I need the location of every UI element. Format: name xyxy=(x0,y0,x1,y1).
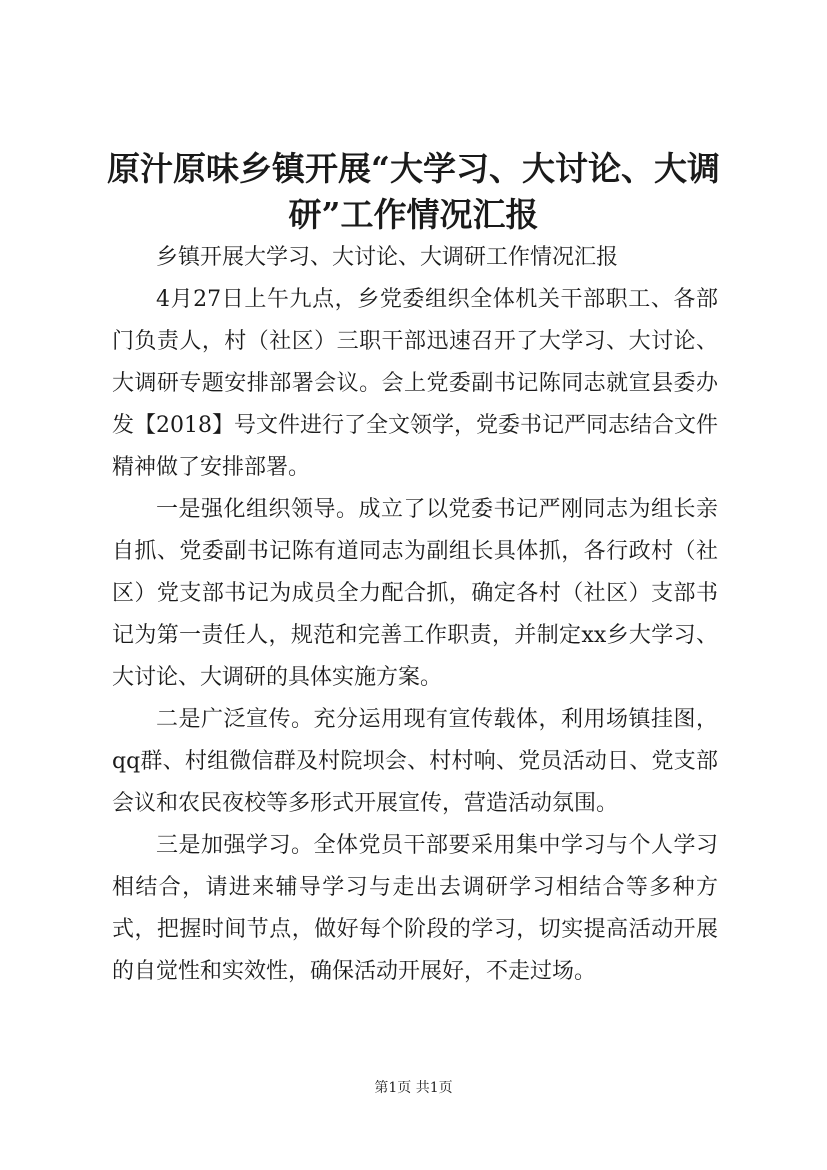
paragraph-organization: 一是强化组织领导。成立了以党委书记严刚同志为组长亲自抓、党委副书记陈有道同志为副组长具体抓，各行政村（社区）党支部书记为成员全力配合抓，确定各村（社区）支部书记为第一责任人，规范和完善工作职责，并制定xx乡大学习、大讨论、大调研的具体实施方案。 xyxy=(112,497,718,690)
document-title: 原汁原味乡镇开展“大学习、大讨论、大调研”工作情况汇报 xyxy=(107,149,720,234)
page-footer: 第1页 共1页 xyxy=(374,1080,453,1096)
paragraph-meeting: 4月27日上午九点，乡党委组织全体机关干部职工、各部门负责人，村（社区）三职干部迅速召开了大学习、大讨论、大调研专题安排部署会议。会上党委副书记陈同志就宣县委办发【2018】号文件进行了全文领学，党委书记严同志结合文件精神做了安排部署。 xyxy=(112,287,718,480)
document-body xyxy=(112,237,718,993)
paragraph-publicity: 二是广泛宣传。充分运用现有宣传载体，利用场镇挂图，qq群、村组微信群及村院坝会、村村响、党员活动日、党支部会议和农民夜校等多形式开展宣传，营造活动氛围。 xyxy=(112,707,718,816)
subtitle-paragraph: 乡镇开展大学习、大讨论、大调研工作情况汇报 xyxy=(156,245,619,270)
paragraph-study: 三是加强学习。全体党员干部要采用集中学习与个人学习相结合，请进来辅导学习与走出去调研学习相结合等多种方式，把握时间节点，做好每个阶段的学习，切实提高活动开展的自觉性和实效性，确保活动开展好，不走过场。 xyxy=(112,833,718,984)
